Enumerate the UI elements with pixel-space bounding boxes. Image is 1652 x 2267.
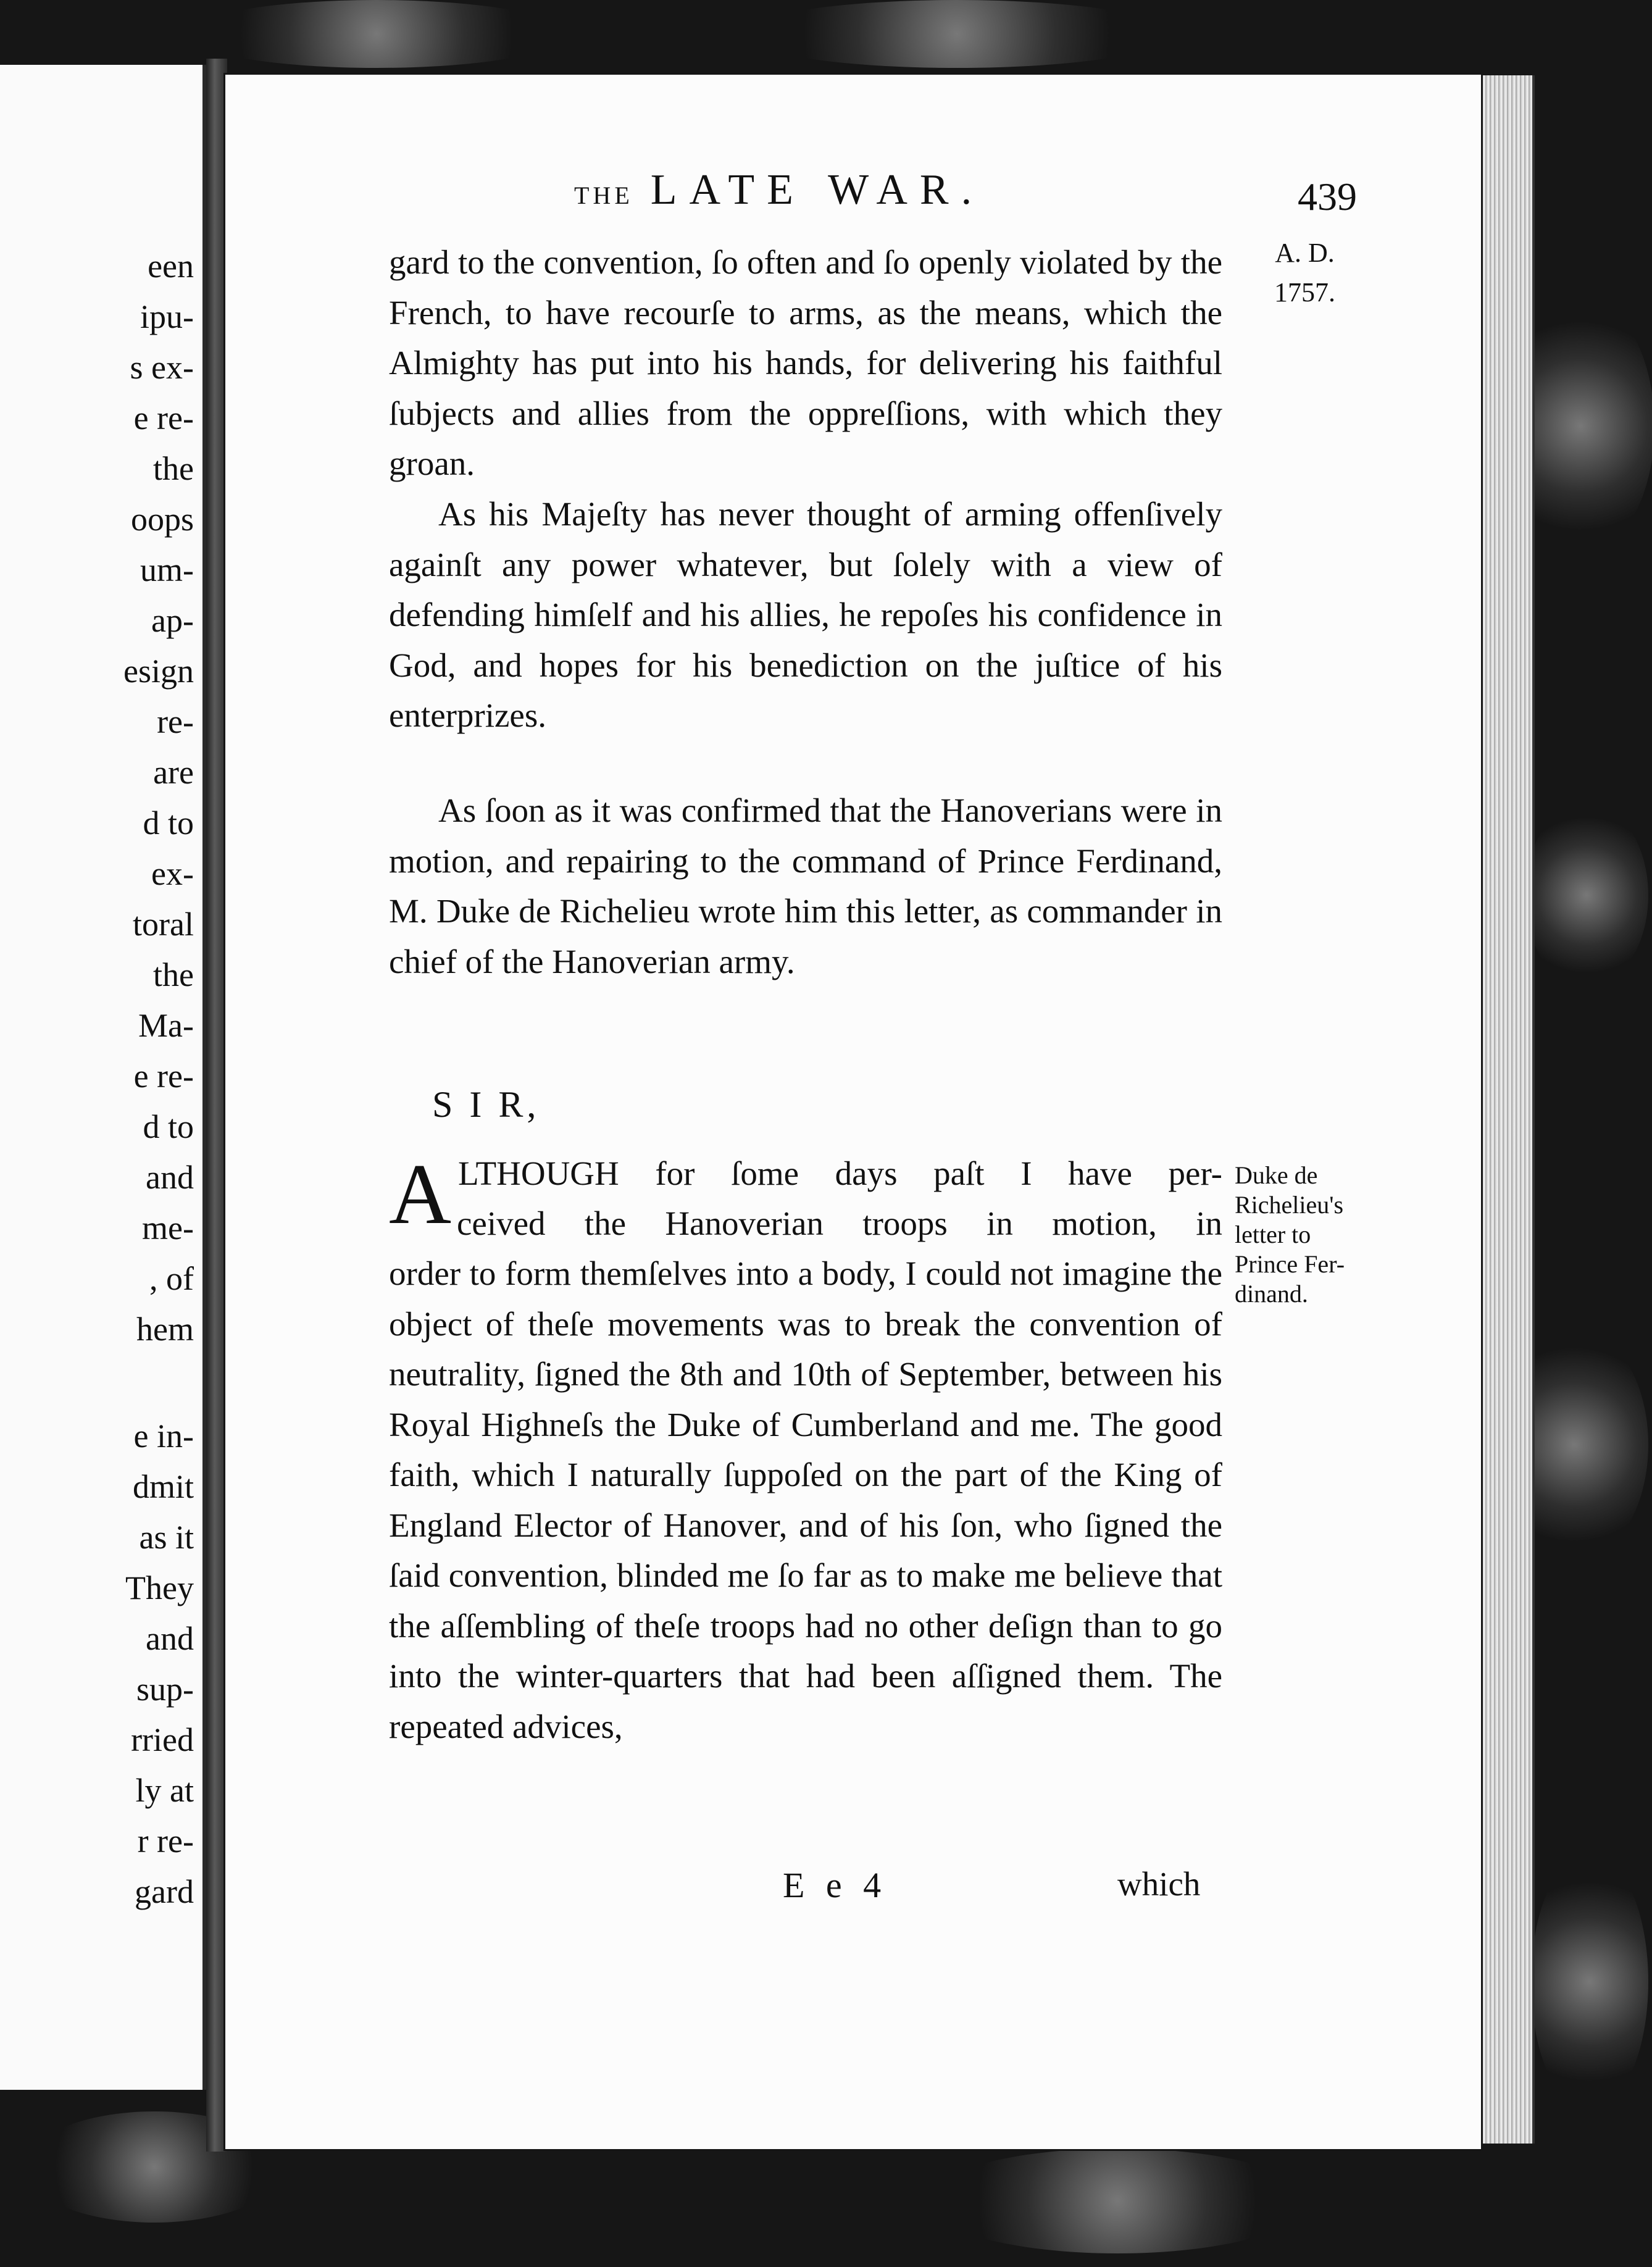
- facing-line: are: [153, 754, 194, 791]
- running-head: [574, 165, 984, 215]
- letter-second-line: ceived the Hanoverian troops in motion, in: [457, 1204, 1222, 1242]
- facing-line: esign: [123, 653, 194, 690]
- facing-line: gard: [135, 1873, 194, 1910]
- facing-page: [0, 65, 206, 2090]
- page-header: [0, 165, 1652, 219]
- facing-line: dmit: [132, 1468, 194, 1505]
- facing-line: e re-: [133, 1058, 194, 1095]
- facing-line: um-: [140, 551, 194, 588]
- facing-line: , of: [149, 1260, 194, 1297]
- facing-line: een: [148, 248, 194, 285]
- body-paragraph: gard to the convention, ſo often and ſo openly violated by the French, to have recourſe to arms, as the means, which the Almighty has put into his hands, for delivering his faithful ſubjects and allies from the oppreſſions, with which they groan.: [389, 243, 1222, 482]
- letter-opening: [389, 1148, 1222, 1199]
- body-paragraph: As ſoon as it was confirmed that the Hanoverians were in motion, and repairing to the command of Prince Ferdinand, M. Duke de Richelieu wrote him this letter, as commander in chief of the Hanoverian army.: [389, 791, 1222, 980]
- facing-line: oops: [130, 501, 194, 538]
- facing-line: They: [125, 1569, 194, 1606]
- facing-line: ipu-: [140, 298, 194, 335]
- body-paragraph: As his Majeſty has never thought of arming offenſively againſt any power whatever, but ſolely with a view of defending himſelf and his allies, he repoſes his confidence in God, and hopes for his benediction on the juſtice of his enterprizes.: [389, 495, 1222, 734]
- facing-line: as it: [139, 1519, 194, 1556]
- facing-line: ap-: [151, 602, 194, 639]
- facing-line: sup-: [136, 1671, 194, 1708]
- running-head-title: LATE WAR.: [650, 166, 985, 214]
- year-note-line: 1757.: [1274, 277, 1335, 307]
- facing-line: me-: [142, 1209, 194, 1246]
- facing-line: the: [153, 956, 194, 993]
- facing-line: r re-: [137, 1822, 194, 1860]
- page-edges: [1483, 75, 1535, 2144]
- catchword: which: [1117, 1865, 1201, 1903]
- facing-line: and: [146, 1159, 194, 1196]
- letter-body: order to form themſelves into a body, I could not imagine the object of theſe movements was to break the convention of neutrality, ſigned the 8th and 10th of September, between his Royal Highneſs the Duke of Cumberland and me. The good faith, which I naturally ſuppoſed on the part of the King of England Elector of Hanover, and of his ſon, who ſigned the ſaid convention, blinded me ſo far as to make me believe that the aſſembling of theſe troops had no other deſign than to go into the winter-quarters that had been aſſigned them. The repeated advices,: [389, 1255, 1222, 1745]
- page-number: 439: [1298, 175, 1357, 219]
- facing-line: ly at: [135, 1772, 194, 1809]
- facing-line: d to: [143, 804, 194, 841]
- year-note-line: A. D.: [1275, 238, 1335, 268]
- facing-line: rried: [131, 1721, 194, 1758]
- facing-line: hem: [136, 1311, 194, 1348]
- facing-line: e re-: [133, 399, 194, 436]
- facing-line: s ex-: [130, 349, 194, 386]
- running-head-article: THE: [574, 182, 633, 209]
- letter-salutation: S I R,: [432, 1084, 540, 1125]
- facing-line: e in-: [133, 1417, 194, 1455]
- facing-line: d to: [143, 1108, 194, 1145]
- letter-first-line: LTHOUGH for ſome days paſt I have per-: [458, 1154, 1222, 1192]
- facing-line: Ma-: [138, 1007, 194, 1044]
- facing-line: and: [146, 1620, 194, 1657]
- facing-line: ex-: [151, 855, 194, 892]
- facing-line: the: [153, 450, 194, 487]
- facing-line: toral: [133, 906, 194, 943]
- drop-cap: A: [389, 1146, 452, 1242]
- facing-line: re-: [157, 703, 194, 740]
- letter-margin-note: Duke de Richelieu's letter to Prince Fer- dinand.: [1235, 1161, 1345, 1308]
- year-margin-note: [1274, 233, 1335, 312]
- signature-mark: E e 4: [783, 1865, 888, 1905]
